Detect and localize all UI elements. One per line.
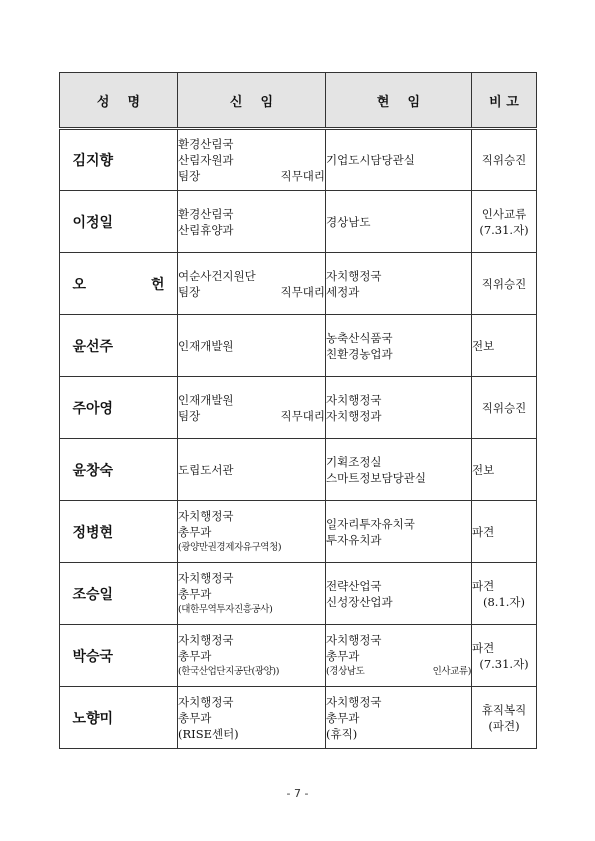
remark-line: (파견) xyxy=(488,718,520,733)
person-name: 정병현 xyxy=(60,501,178,563)
new-position xyxy=(178,625,326,687)
current-position-line: 자치행정국 xyxy=(326,392,382,407)
new-position-line: 산림휴양과 xyxy=(178,222,234,237)
current-position-line: 기업도시담당관실 xyxy=(326,153,415,167)
header-name: 성 명 xyxy=(60,73,178,129)
new-position-line: 자치행정국 xyxy=(178,508,234,523)
remark-line: 인사교류 xyxy=(481,206,527,221)
current-position-line: 세정과 xyxy=(326,284,360,299)
current-position-line: 전략산업국 xyxy=(326,578,382,593)
table-row xyxy=(60,129,537,191)
remark-line: (8.1.자) xyxy=(482,594,526,609)
remark-line: 직위승진 xyxy=(481,400,527,415)
new-position-line: 총무과 xyxy=(178,524,212,539)
header-remark: 비 고 xyxy=(472,73,537,129)
new-position-line: 환경산림국 xyxy=(178,206,234,221)
current-position-line: 총무과 xyxy=(326,648,360,663)
table-row xyxy=(60,377,537,439)
new-position-line: 자치행정국 xyxy=(178,632,234,647)
current-position-line: 스마트정보담당관실 xyxy=(326,470,426,485)
table-body xyxy=(60,129,537,749)
current-position xyxy=(326,439,472,501)
person-name: 박승국 xyxy=(60,625,178,687)
remark xyxy=(472,377,537,439)
person-name: 이정일 xyxy=(60,191,178,253)
remark xyxy=(472,625,537,687)
new-position xyxy=(178,377,326,439)
remark-line: 파견 xyxy=(472,640,495,655)
new-position-line: 총무과 xyxy=(178,586,212,601)
current-position-line: 기획조정실 xyxy=(326,454,382,469)
current-position xyxy=(326,625,472,687)
remark-line: 전보 xyxy=(472,338,495,353)
current-position xyxy=(326,315,472,377)
table-row xyxy=(60,501,537,563)
new-position xyxy=(178,687,326,749)
current-position-line: 자치행정과 xyxy=(326,408,382,423)
current-position-line: 신성장산업과 xyxy=(326,594,393,609)
new-position-line: 인재개발원 xyxy=(178,338,234,353)
remark-line: 파견 xyxy=(472,578,495,593)
current-position xyxy=(326,501,472,563)
table-row xyxy=(60,439,537,501)
person-name: 주아영 xyxy=(60,377,178,439)
current-position-line: 친환경농업과 xyxy=(326,346,393,361)
remark xyxy=(472,191,537,253)
current-position-line: (휴직) xyxy=(326,726,358,741)
remark-line: 휴직복직 xyxy=(481,702,527,717)
current-position-line: 농축산식품국 xyxy=(326,330,393,345)
page-number: - 7 - xyxy=(286,787,309,800)
header-current-position: 현 임 xyxy=(326,73,472,129)
person-name: 노향미 xyxy=(60,687,178,749)
personnel-table xyxy=(59,72,537,749)
new-position-line: (한국산업단지공단(광양)) xyxy=(178,665,279,677)
new-position-line: 자치행정국 xyxy=(178,570,234,585)
table-row xyxy=(60,625,537,687)
current-position xyxy=(326,377,472,439)
person-name: 윤창숙 xyxy=(60,439,178,501)
remark-line: 직위승진 xyxy=(481,153,527,167)
new-position-line: (대한무역투자진흥공사) xyxy=(178,603,273,615)
current-position-line: 자치행정국 xyxy=(326,268,382,283)
remark xyxy=(472,501,537,563)
new-position-line: 팀장 직무대리 xyxy=(178,169,325,183)
current-position-line: 경상남도 xyxy=(326,214,371,229)
person-name: 조승일 xyxy=(60,563,178,625)
new-position-line: 총무과 xyxy=(178,648,212,663)
remark-line: 파견 xyxy=(472,524,495,539)
new-position xyxy=(178,563,326,625)
new-position-line: (RISE센터) xyxy=(178,726,239,741)
new-position-line: 여순사건지원단 xyxy=(178,268,256,283)
remark-line: (7.31.자) xyxy=(479,222,529,237)
current-position-line: 자치행정국 xyxy=(326,632,382,647)
table-row xyxy=(60,191,537,253)
current-position-line: 자치행정국 xyxy=(326,694,382,709)
table-header-row xyxy=(60,73,537,129)
table-row xyxy=(60,253,537,315)
new-position-line: 산림자원과 xyxy=(178,153,234,167)
remark xyxy=(472,563,537,625)
current-position xyxy=(326,191,472,253)
current-position-line: (경상남도 인사교류) xyxy=(326,665,471,677)
current-position xyxy=(326,687,472,749)
current-position xyxy=(326,253,472,315)
new-position xyxy=(178,191,326,253)
remark xyxy=(472,253,537,315)
remark xyxy=(472,439,537,501)
current-position-line: 일자리투자유치국 xyxy=(326,516,415,531)
remark-line: (7.31.자) xyxy=(479,656,529,671)
remark-line: 전보 xyxy=(472,462,495,477)
new-position xyxy=(178,129,326,191)
new-position-line: 도립도서관 xyxy=(178,462,234,477)
current-position xyxy=(326,563,472,625)
new-position xyxy=(178,253,326,315)
table-row xyxy=(60,563,537,625)
person-name: 김지향 xyxy=(60,129,178,191)
table-row xyxy=(60,687,537,749)
new-position xyxy=(178,501,326,563)
new-position xyxy=(178,315,326,377)
new-position xyxy=(178,439,326,501)
remark xyxy=(472,687,537,749)
new-position-line: 팀장 직무대리 xyxy=(178,284,325,299)
current-position xyxy=(326,129,472,191)
person-name: 윤선주 xyxy=(60,315,178,377)
new-position-line: 인재개발원 xyxy=(178,392,234,407)
person-name: 오 헌 xyxy=(60,253,178,315)
current-position-line: 총무과 xyxy=(326,710,360,725)
header-new-position: 신 임 xyxy=(178,73,326,129)
new-position-line: 총무과 xyxy=(178,710,212,725)
remark xyxy=(472,129,537,191)
table-row xyxy=(60,315,537,377)
new-position-line: 자치행정국 xyxy=(178,694,234,709)
remark-line: 직위승진 xyxy=(481,276,527,291)
remark xyxy=(472,315,537,377)
new-position-line: 팀장 직무대리 xyxy=(178,408,325,423)
new-position-line: 환경산림국 xyxy=(178,137,234,151)
new-position-line: (광양만권경제자유구역청) xyxy=(178,541,282,553)
current-position-line: 투자유치과 xyxy=(326,532,382,547)
